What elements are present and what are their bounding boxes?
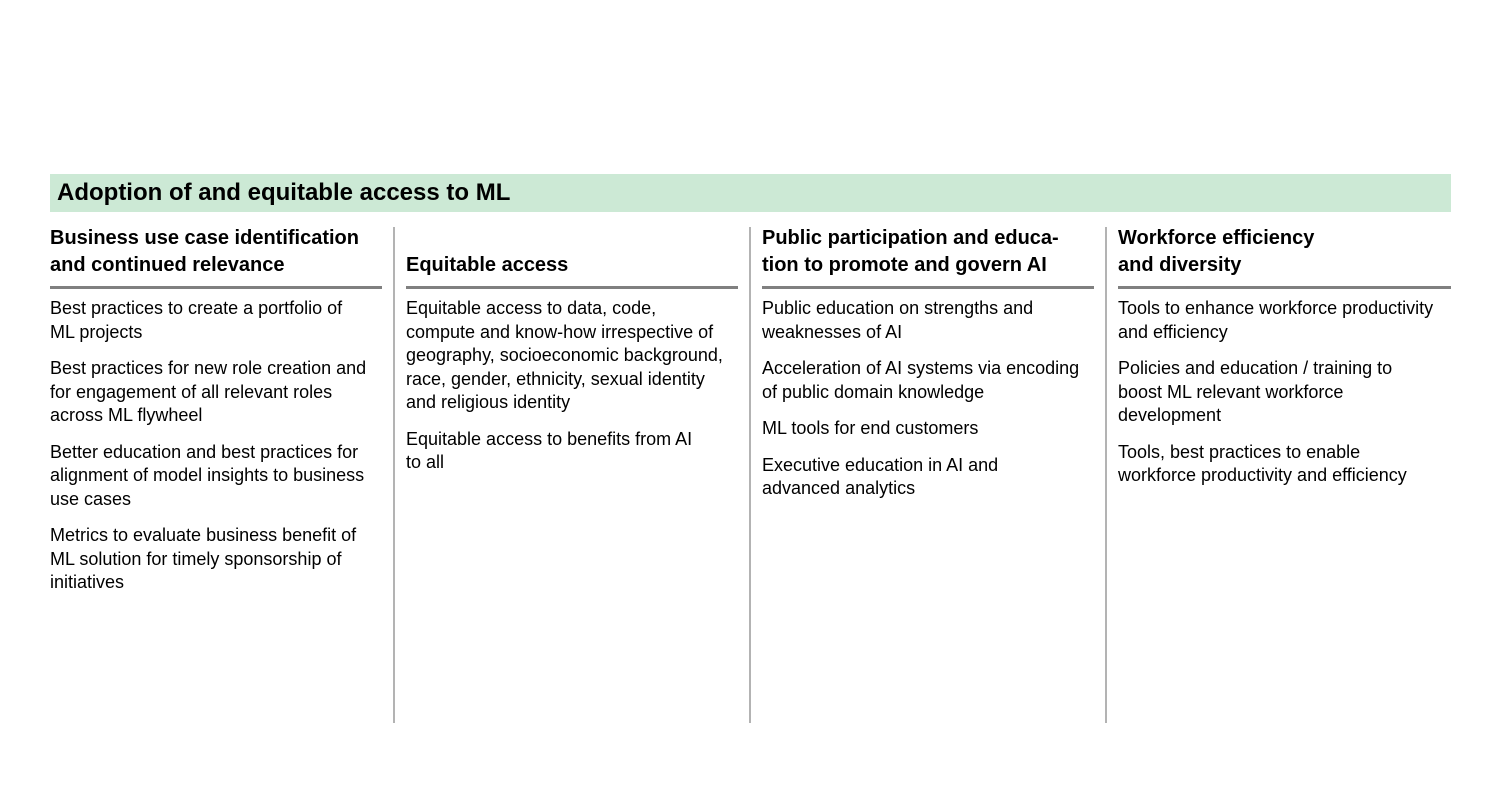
- list-item-line: weaknesses of AI: [762, 321, 903, 342]
- list-item-line: Best practices to create a portfolio of: [50, 298, 343, 318]
- column-divider: [749, 227, 751, 723]
- column-workforce-efficiency: [1118, 229, 1451, 501]
- list-item-line: Public education on strengths and: [762, 298, 1034, 318]
- column-heading-line: Workforce efficiency: [1118, 227, 1315, 249]
- column-heading-line: Business use case identification: [50, 227, 359, 249]
- list-item-line: Best practices for new role creation and: [50, 358, 367, 378]
- column-heading-line: and diversity: [1118, 254, 1242, 276]
- list-item: [406, 428, 738, 475]
- column-item-list: [762, 289, 1094, 501]
- list-item-line: across ML flywheel: [50, 405, 203, 425]
- list-item: [50, 524, 382, 595]
- list-item-line: development: [1118, 405, 1222, 425]
- column-item-list: [1118, 289, 1451, 488]
- list-item-line: advanced analytics: [762, 478, 916, 498]
- column-heading: [406, 229, 738, 289]
- list-item-line: initiatives: [50, 572, 125, 592]
- column-public-participation: [762, 229, 1094, 514]
- list-item-line: alignment of model insights to business: [50, 465, 365, 485]
- list-item: [1118, 297, 1451, 344]
- column-divider: [1105, 227, 1107, 723]
- list-item-line: Acceleration of AI systems via encoding: [762, 358, 1080, 378]
- list-item: [762, 297, 1094, 344]
- column-heading: [50, 229, 382, 289]
- list-item-line: and religious identity: [406, 392, 571, 412]
- list-item: [762, 357, 1094, 404]
- list-item-line: ML projects: [50, 321, 143, 342]
- column-heading: [1118, 229, 1451, 289]
- list-item-line: Equitable access to data, code,: [406, 298, 657, 318]
- list-item-line: race, gender, ethnicity, sexual identity: [406, 368, 705, 389]
- list-item-line: compute and know-how irrespective of: [406, 321, 714, 342]
- section-title: Adoption of and equitable access to ML: [57, 179, 511, 206]
- section-banner: [50, 174, 1451, 212]
- list-item-line: Metrics to evaluate business benefit of: [50, 525, 357, 545]
- list-item: [50, 297, 382, 344]
- column-heading-line: tion to promote and govern AI: [762, 254, 1047, 276]
- column-item-list: [50, 289, 382, 595]
- column-heading-line: Public participation and educa-: [762, 227, 1059, 249]
- list-item-line: boost ML relevant workforce: [1118, 381, 1344, 402]
- list-item-line: ML solution for timely sponsorship of: [50, 548, 342, 569]
- list-item-line: Equitable access to benefits from AI: [406, 428, 693, 449]
- list-item: [762, 417, 1094, 441]
- list-item-line: Tools, best practices to enable: [1118, 441, 1361, 462]
- list-item-line: Better education and best practices for: [50, 441, 359, 462]
- list-item-line: of public domain knowledge: [762, 381, 985, 402]
- list-item: [1118, 357, 1451, 428]
- list-item-line: Executive education in AI and: [762, 454, 999, 475]
- column-divider: [393, 227, 395, 723]
- column-heading-line: Equitable access: [406, 254, 569, 276]
- list-item-line: Policies and education / training to: [1118, 358, 1393, 378]
- list-item-line: use cases: [50, 488, 132, 509]
- list-item: [762, 454, 1094, 501]
- column-heading: [762, 229, 1094, 289]
- list-item: [406, 297, 738, 415]
- list-item-line: ML tools for end customers: [762, 418, 979, 438]
- column-equitable-access: [406, 229, 738, 488]
- list-item: [1118, 441, 1451, 488]
- list-item-line: geography, socioeconomic background,: [406, 345, 723, 365]
- list-item-line: to all: [406, 452, 445, 472]
- column-business-use-case: [50, 229, 382, 608]
- list-item: [50, 441, 382, 512]
- list-item-line: workforce productivity and efficiency: [1118, 465, 1407, 485]
- list-item-line: for engagement of all relevant roles: [50, 381, 333, 402]
- list-item-line: and efficiency: [1118, 321, 1228, 342]
- column-item-list: [406, 289, 738, 475]
- column-heading-line: and continued relevance: [50, 254, 285, 276]
- list-item-line: Tools to enhance workforce productivity: [1118, 298, 1434, 318]
- list-item: [50, 357, 382, 428]
